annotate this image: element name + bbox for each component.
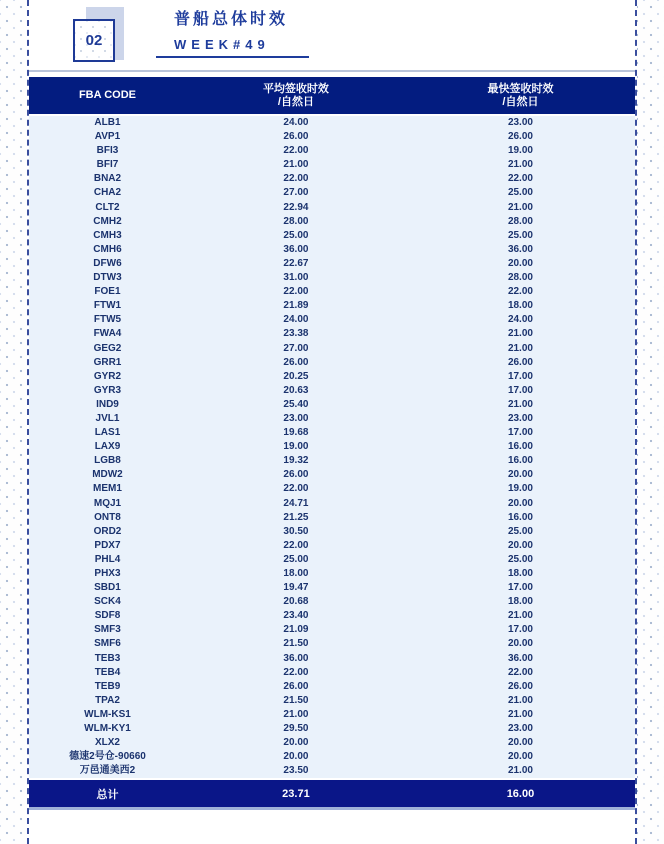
- table-cell-fastest: 21.00: [507, 398, 533, 410]
- table-cell-avg: 29.50: [283, 723, 309, 735]
- table-cell-fastest: 20.00: [507, 497, 533, 509]
- table-row: [29, 299, 635, 313]
- table-cell-avg: 22.00: [283, 483, 309, 495]
- table-cell-avg: 18.00: [283, 568, 309, 579]
- table-row: [29, 186, 635, 200]
- table-cell-fastest: 18.00: [507, 596, 533, 608]
- table-row: [29, 680, 635, 694]
- table-cell-avg: 22.00: [283, 666, 309, 678]
- table-cell-avg: 22.00: [283, 173, 309, 185]
- table-cell-avg: 19.00: [283, 441, 309, 453]
- table-cell-code: PHL4: [94, 553, 121, 565]
- table-cell-avg: 23.40: [283, 610, 309, 622]
- table-cell-fastest: 21.00: [507, 610, 533, 622]
- table-row: [29, 525, 635, 539]
- table-cell-fastest: 26.00: [507, 356, 533, 368]
- table-cell-code: FWA4: [93, 328, 122, 340]
- table-cell-code: BFI3: [96, 145, 119, 157]
- page-header: [29, 0, 635, 72]
- table-cell-code: LAX9: [94, 441, 121, 453]
- table-cell-avg: 25.40: [283, 398, 309, 410]
- table-cell-avg: 21.50: [283, 694, 309, 706]
- table-cell-code: ORD2: [93, 525, 122, 537]
- table-cell-fastest: 21.00: [507, 765, 533, 777]
- table-cell-avg: 19.32: [283, 455, 309, 467]
- table-cell-code: FTW5: [93, 314, 122, 326]
- table-cell-code: IND9: [96, 398, 119, 410]
- table-row: [29, 285, 635, 299]
- table-row: [29, 708, 635, 722]
- table-cell-fastest: 18.00: [507, 300, 533, 312]
- table-row: [29, 412, 635, 426]
- table-cell-fastest: 24.00: [507, 314, 533, 326]
- table-row: [29, 595, 635, 609]
- content-panel: [27, 0, 637, 844]
- section-number: 02: [85, 32, 103, 49]
- table-cell-code: CMH2: [93, 215, 122, 227]
- table-cell-fastest: 20.00: [507, 539, 533, 551]
- table-cell-code: GYR3: [93, 384, 122, 396]
- table-row: [29, 426, 635, 440]
- timeliness-table: [29, 77, 635, 810]
- table-cell-avg: 28.00: [283, 215, 309, 227]
- table-cell-avg: 23.00: [283, 412, 309, 424]
- table-cell-fastest: 28.00: [507, 215, 533, 227]
- table-cell-code: PHX3: [94, 568, 121, 579]
- table-cell-code: BNA2: [93, 173, 122, 185]
- table-cell-fastest: 25.00: [507, 187, 533, 199]
- table-cell-code: GYR2: [93, 370, 122, 382]
- table-cell-fastest: 22.00: [507, 286, 533, 298]
- table-cell-avg: 20.25: [283, 370, 309, 382]
- table-row: [29, 511, 635, 525]
- table-cell-avg: 20.00: [283, 751, 309, 763]
- table-cell-fastest: 17.00: [507, 384, 533, 396]
- table-cell-fastest: 25.00: [507, 553, 533, 565]
- table-row: [29, 229, 635, 243]
- table-cell-avg: 21.50: [283, 638, 309, 650]
- table-cell-code: ALB1: [94, 117, 121, 128]
- table-cell-code: BFI7: [96, 159, 119, 171]
- table-cell-code: 德速2号仓-90660: [69, 751, 146, 763]
- table-row: [29, 468, 635, 482]
- table-cell-avg: 26.00: [283, 469, 309, 481]
- table-cell-code: XLX2: [94, 737, 120, 749]
- table-cell-avg: 20.63: [283, 384, 309, 396]
- table-cell-avg: 21.25: [283, 511, 309, 523]
- table-row: [29, 116, 635, 130]
- table-cell-avg: 24.00: [283, 117, 309, 128]
- table-row: [29, 384, 635, 398]
- table-cell-fastest: 17.00: [507, 427, 533, 439]
- table-cell-code: TPA2: [95, 694, 120, 706]
- table-cell-code: SDF8: [94, 610, 121, 622]
- table-cell-avg: 26.00: [283, 680, 309, 692]
- table-cell-fastest: 17.00: [507, 582, 533, 594]
- table-cell-fastest: 21.00: [507, 342, 533, 354]
- table-cell-avg: 23.50: [283, 765, 309, 777]
- page-title: 普船总体时效: [174, 11, 289, 28]
- subtitle-underline: [156, 56, 309, 58]
- table-cell-avg: 26.00: [283, 131, 309, 143]
- table-row: [29, 356, 635, 370]
- table-cell-fastest: 25.00: [507, 525, 533, 537]
- table-cell-avg: 22.00: [283, 286, 309, 298]
- table-cell-code: CHA2: [93, 187, 122, 199]
- table-cell-code: SCK4: [94, 596, 121, 608]
- title-block: [174, 10, 288, 52]
- table-cell-fastest: 36.00: [507, 243, 533, 255]
- table-cell-fastest: 21.00: [507, 159, 533, 171]
- table-row: [29, 482, 635, 496]
- table-cell-code: WLM-KY1: [84, 723, 131, 735]
- table-cell-code: TEB9: [94, 680, 121, 692]
- table-cell-avg: 22.00: [283, 539, 309, 551]
- table-cell-fastest: 19.00: [507, 483, 533, 495]
- table-cell-fastest: 23.00: [507, 117, 533, 128]
- table-cell-code: MDW2: [92, 469, 123, 481]
- table-cell-code: TEB3: [94, 652, 121, 664]
- table-cell-fastest: 16.00: [507, 511, 533, 523]
- table-cell-fastest: 23.00: [507, 723, 533, 735]
- table-cell-avg: 25.00: [283, 553, 309, 565]
- table-cell-code: SBD1: [94, 582, 121, 594]
- table-cell-code: DTW3: [93, 272, 122, 284]
- table-cell-avg: 22.94: [283, 201, 309, 213]
- table-total-row: [29, 780, 635, 810]
- table-row: [29, 623, 635, 637]
- table-row: [29, 666, 635, 680]
- table-cell-avg: 30.50: [283, 525, 309, 537]
- table-cell-code: TEB4: [94, 666, 121, 678]
- table-cell-fastest: 28.00: [507, 272, 533, 284]
- table-cell-code: DFW6: [93, 257, 122, 269]
- table-row: [29, 694, 635, 708]
- table-row: [29, 243, 635, 257]
- table-cell-fastest: 22.00: [507, 666, 533, 678]
- table-cell-fastest: 23.00: [507, 412, 533, 424]
- table-cell-avg: 19.68: [283, 427, 309, 439]
- table-cell-code: CLT2: [95, 201, 120, 213]
- table-cell-fastest: 20.00: [507, 257, 533, 269]
- table-row: [29, 130, 635, 144]
- table-cell-fastest: 26.00: [507, 131, 533, 143]
- table-cell-fastest: 17.00: [507, 624, 533, 636]
- table-cell-fastest: 21.00: [507, 708, 533, 720]
- column-header-fastest-time: 最快签收时效 /自然日: [487, 82, 554, 108]
- table-cell-fastest: 20.00: [507, 469, 533, 481]
- table-row: [29, 144, 635, 158]
- table-cell-fastest: 16.00: [507, 441, 533, 453]
- table-cell-code: SMF6: [94, 638, 121, 650]
- table-cell-avg: 24.71: [283, 497, 309, 509]
- table-header-row: [29, 77, 635, 114]
- table-cell-avg: 23.38: [283, 328, 309, 340]
- table-cell-fastest: 16.00: [507, 455, 533, 467]
- table-row: [29, 271, 635, 285]
- table-cell-avg: 20.68: [283, 596, 309, 608]
- total-avg-value: 23.71: [282, 787, 310, 800]
- table-cell-avg: 36.00: [283, 243, 309, 255]
- table-cell-code: GRR1: [93, 356, 122, 368]
- table-cell-fastest: 20.00: [507, 638, 533, 650]
- table-cell-code: ONT8: [94, 511, 121, 523]
- table-cell-avg: 26.00: [283, 356, 309, 368]
- table-row: [29, 637, 635, 651]
- table-cell-avg: 27.00: [283, 342, 309, 354]
- table-cell-code: 万邑通美西2: [79, 765, 136, 777]
- table-cell-avg: 19.47: [283, 582, 309, 594]
- table-cell-code: MQJ1: [93, 497, 122, 509]
- table-cell-fastest: 25.00: [507, 229, 533, 241]
- table-cell-avg: 25.00: [283, 229, 309, 241]
- table-cell-avg: 36.00: [283, 652, 309, 664]
- table-cell-code: LAS1: [94, 427, 121, 439]
- table-cell-avg: 27.00: [283, 187, 309, 199]
- table-row: [29, 736, 635, 750]
- table-row: [29, 257, 635, 271]
- page-subtitle: WEEK#49: [174, 37, 270, 52]
- table-row: [29, 652, 635, 666]
- table-row: [29, 609, 635, 623]
- table-row: [29, 764, 635, 778]
- table-row: [29, 440, 635, 454]
- table-row: [29, 553, 635, 567]
- table-cell-code: SMF3: [94, 624, 121, 636]
- table-row: [29, 201, 635, 215]
- table-cell-avg: 22.00: [283, 145, 309, 157]
- table-row: [29, 158, 635, 172]
- table-cell-code: WLM-KS1: [84, 708, 131, 720]
- table-cell-code: AVP1: [94, 131, 121, 143]
- table-row: [29, 342, 635, 356]
- table-body: [29, 116, 635, 778]
- column-header-avg-time: 平均签收时效 /自然日: [262, 82, 329, 108]
- table-cell-fastest: 21.00: [507, 328, 533, 340]
- table-cell-fastest: 20.00: [507, 751, 533, 763]
- table-cell-code: GEG2: [93, 342, 122, 354]
- table-cell-fastest: 18.00: [507, 568, 533, 579]
- table-cell-code: CMH3: [93, 229, 122, 241]
- table-row: [29, 539, 635, 553]
- table-cell-code: CMH6: [93, 243, 122, 255]
- table-cell-fastest: 17.00: [507, 370, 533, 382]
- table-cell-avg: 20.00: [283, 737, 309, 749]
- table-cell-code: JVL1: [95, 412, 120, 424]
- table-cell-code: FOE1: [94, 286, 121, 298]
- table-cell-code: FTW1: [93, 300, 122, 312]
- table-row: [29, 313, 635, 327]
- table-row: [29, 581, 635, 595]
- table-row: [29, 497, 635, 511]
- table-cell-fastest: 21.00: [507, 201, 533, 213]
- section-number-badge: [73, 19, 115, 62]
- table-row: [29, 454, 635, 468]
- table-cell-fastest: 19.00: [507, 145, 533, 157]
- table-cell-avg: 24.00: [283, 314, 309, 326]
- table-cell-fastest: 26.00: [507, 680, 533, 692]
- table-row: [29, 722, 635, 736]
- table-cell-code: LGB8: [94, 455, 121, 467]
- table-cell-fastest: 36.00: [507, 652, 533, 664]
- table-cell-avg: 21.89: [283, 300, 309, 312]
- table-row: [29, 370, 635, 384]
- table-cell-avg: 21.00: [283, 159, 309, 171]
- table-row: [29, 327, 635, 341]
- column-header-fba-code: FBA CODE: [78, 89, 136, 101]
- table-cell-avg: 21.09: [283, 624, 309, 636]
- table-cell-avg: 31.00: [283, 272, 309, 284]
- table-cell-avg: 22.67: [283, 257, 309, 269]
- table-cell-code: MEM1: [93, 483, 122, 495]
- table-row: [29, 398, 635, 412]
- table-cell-avg: 21.00: [283, 708, 309, 720]
- total-fastest-value: 16.00: [506, 787, 535, 800]
- table-row: [29, 567, 635, 581]
- table-row: [29, 750, 635, 764]
- table-cell-fastest: 22.00: [507, 173, 533, 185]
- table-cell-fastest: 20.00: [507, 737, 533, 749]
- total-label: 总计: [96, 788, 119, 801]
- table-row: [29, 215, 635, 229]
- table-cell-fastest: 21.00: [507, 694, 533, 706]
- table-row: [29, 172, 635, 186]
- table-cell-code: PDX7: [94, 539, 121, 551]
